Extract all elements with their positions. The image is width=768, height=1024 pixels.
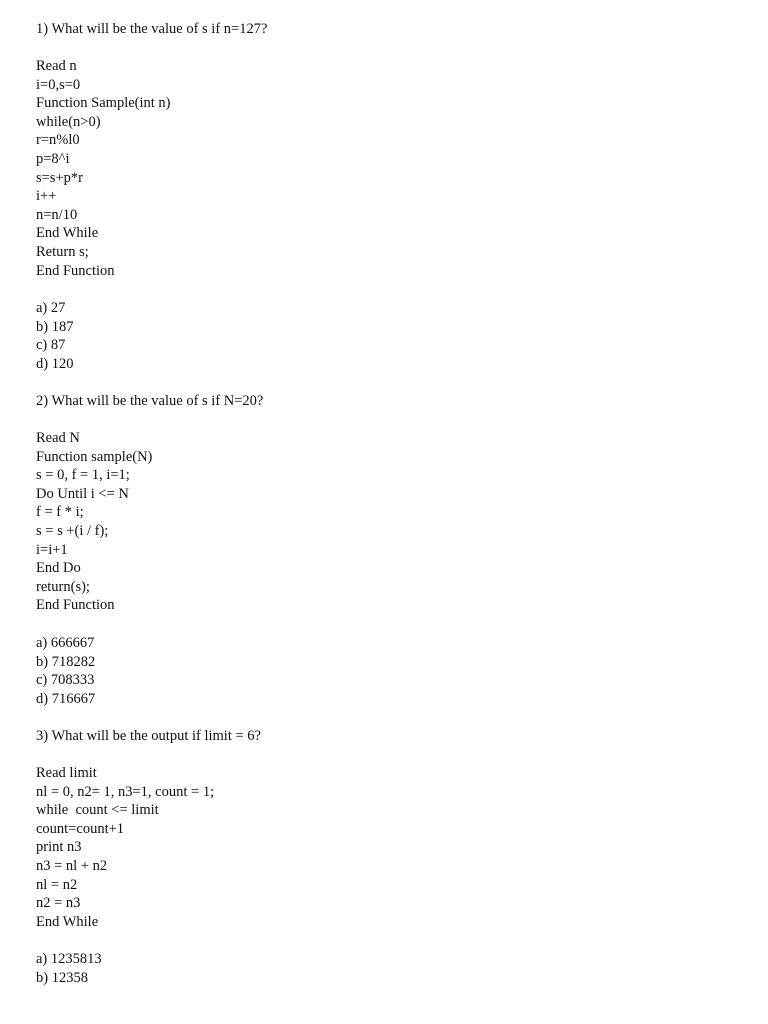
- code-line: End While: [36, 225, 99, 242]
- answer-option[interactable]: a) 666667: [36, 635, 95, 651]
- code-line: s = 0, f = 1, i=1;: [36, 467, 130, 484]
- question-title: 1) What will be the value of s if n=127?: [36, 21, 268, 37]
- code-line: Function Sample(int n): [36, 95, 171, 112]
- code-line: p=8^i: [36, 151, 70, 167]
- code-line: nl = n2: [36, 876, 78, 893]
- code-line: End Do: [36, 560, 81, 577]
- question-title: 2) What will be the value of s if N=20?: [36, 393, 264, 409]
- code-line: i=0,s=0: [36, 76, 81, 93]
- answer-option[interactable]: b) 12358: [36, 969, 88, 986]
- code-line: count=count+1: [36, 820, 125, 837]
- code-line: s=s+p*r: [36, 169, 83, 186]
- answer-option[interactable]: a) 1235813: [36, 951, 102, 967]
- answer-option[interactable]: c) 87: [36, 337, 66, 354]
- code-line: s = s +(i / f);: [36, 523, 109, 539]
- code-line: f = f * i;: [36, 504, 84, 521]
- code-line: print n3: [36, 839, 82, 856]
- code-line: End While: [36, 913, 99, 930]
- code-line: Read limit: [36, 765, 97, 781]
- answer-option[interactable]: b) 718282: [36, 653, 96, 670]
- answer-option[interactable]: c) 708333: [36, 672, 95, 689]
- code-line: i=i+1: [36, 541, 68, 558]
- code-line: r=n%l0: [36, 132, 80, 149]
- code-line: n3 = nl + n2: [36, 858, 108, 874]
- code-line: Read N: [36, 430, 80, 446]
- code-line: while count <= limit: [36, 802, 159, 819]
- question-title: 3) What will be the output if limit = 6?: [36, 728, 261, 744]
- code-line: Do Until i <= N: [36, 485, 129, 502]
- code-line: while(n>0): [36, 113, 101, 130]
- answer-option[interactable]: d) 120: [36, 355, 74, 372]
- code-line: End Function: [36, 262, 115, 279]
- answer-option[interactable]: a) 27: [36, 300, 66, 316]
- code-line: nl = 0, n2= 1, n3=1, count = 1;: [36, 783, 215, 800]
- answer-option[interactable]: b) 187: [36, 318, 74, 335]
- code-line: Return s;: [36, 244, 89, 260]
- code-line: i++: [36, 188, 57, 205]
- code-line: Read n: [36, 58, 77, 74]
- code-line: n=n/10: [36, 206, 78, 223]
- answer-option[interactable]: d) 716667: [36, 690, 96, 707]
- code-line: End Function: [36, 597, 115, 614]
- code-line: n2 = n3: [36, 895, 81, 912]
- code-line: return(s);: [36, 578, 90, 595]
- code-line: Function sample(N): [36, 448, 153, 465]
